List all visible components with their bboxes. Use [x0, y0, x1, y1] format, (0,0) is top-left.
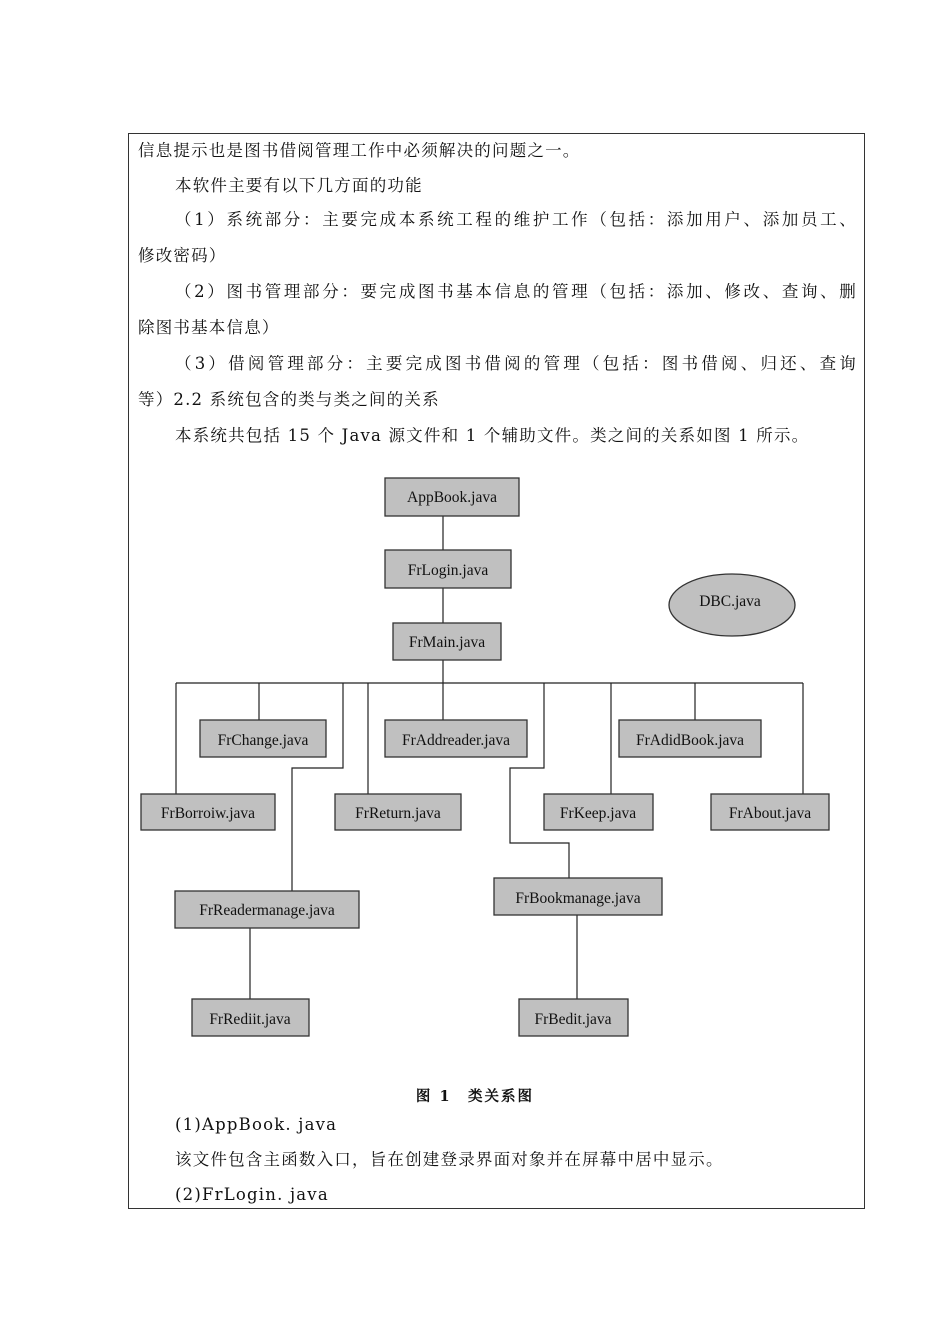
node-frkeep-label: FrKeep.java — [559, 805, 637, 822]
node-frrediit-label: FrRediit.java — [209, 1011, 291, 1028]
node-fraddreader — [385, 720, 527, 757]
section-heading-frlogin: (2)FrLogin. java — [175, 1185, 329, 1204]
node-fradidbook-label: FrAdidBook.java — [635, 732, 745, 749]
paragraph-1: 信息提示也是图书借阅管理工作中必须解决的问题之一。 — [138, 141, 581, 160]
node-frbookmanage-label: FrBookmanage.java — [515, 890, 641, 907]
paragraph-2: 本软件主要有以下几方面的功能 — [175, 176, 423, 195]
section-heading-appbook: (1)AppBook. java — [175, 1115, 338, 1134]
paragraph-4b: 除图书基本信息） — [138, 318, 280, 337]
node-appbook — [385, 478, 519, 516]
node-frborroiw — [141, 794, 275, 830]
node-frrediit — [192, 999, 309, 1036]
appbook-description: 该文件包含主函数入口，旨在创建登录界面对象并在屏幕中居中显示。 — [175, 1150, 724, 1169]
node-frreturn — [335, 794, 461, 830]
node-frabout-label: FrAbout.java — [728, 805, 812, 822]
node-fraddreader-label: FrAddreader.java — [401, 732, 511, 749]
node-frreadermanage-label: FrReadermanage.java — [199, 902, 335, 919]
node-frabout — [711, 794, 829, 830]
node-frchange — [200, 720, 326, 757]
node-frborroiw-label: FrBorroiw.java — [160, 805, 256, 822]
figure-caption: 图 1 类关系图 — [415, 1088, 535, 1105]
node-fradidbook — [619, 720, 761, 757]
node-frchange-label: FrChange.java — [217, 732, 309, 749]
node-frreadermanage — [175, 891, 359, 928]
node-frlogin-label: FrLogin.java — [407, 562, 489, 579]
node-appbook-label: AppBook.java — [407, 489, 497, 506]
node-frreturn-label: FrReturn.java — [355, 805, 441, 822]
paragraph-5a: （3）借阅管理部分：主要完成图书借阅的管理（包括：图书借阅、归还、查询 — [175, 354, 857, 373]
node-frlogin — [385, 550, 511, 588]
paragraph-6: 本系统共包括 15 个 Java 源文件和 1 个辅助文件。类之间的关系如图 1 所示。 — [175, 426, 810, 445]
node-dbc-label: DBC.java — [699, 593, 761, 610]
node-frbedit-label: FrBedit.java — [534, 1011, 612, 1028]
node-frbookmanage — [494, 878, 662, 915]
paragraph-4a: （2）图书管理部分：要完成图书基本信息的管理（包括：添加、修改、查询、删 — [175, 282, 857, 301]
node-frkeep — [544, 794, 653, 830]
paragraph-3b: 修改密码） — [138, 246, 227, 265]
node-frmain — [393, 623, 501, 660]
paragraph-3a: （1）系统部分：主要完成本系统工程的维护工作（包括：添加用户、添加员工、 — [175, 210, 857, 229]
node-frbedit — [519, 999, 628, 1036]
node-frmain-label: FrMain.java — [408, 634, 486, 651]
node-dbc — [669, 574, 795, 636]
paragraph-5b: 等）2.2 系统包含的类与类之间的关系 — [138, 390, 440, 409]
